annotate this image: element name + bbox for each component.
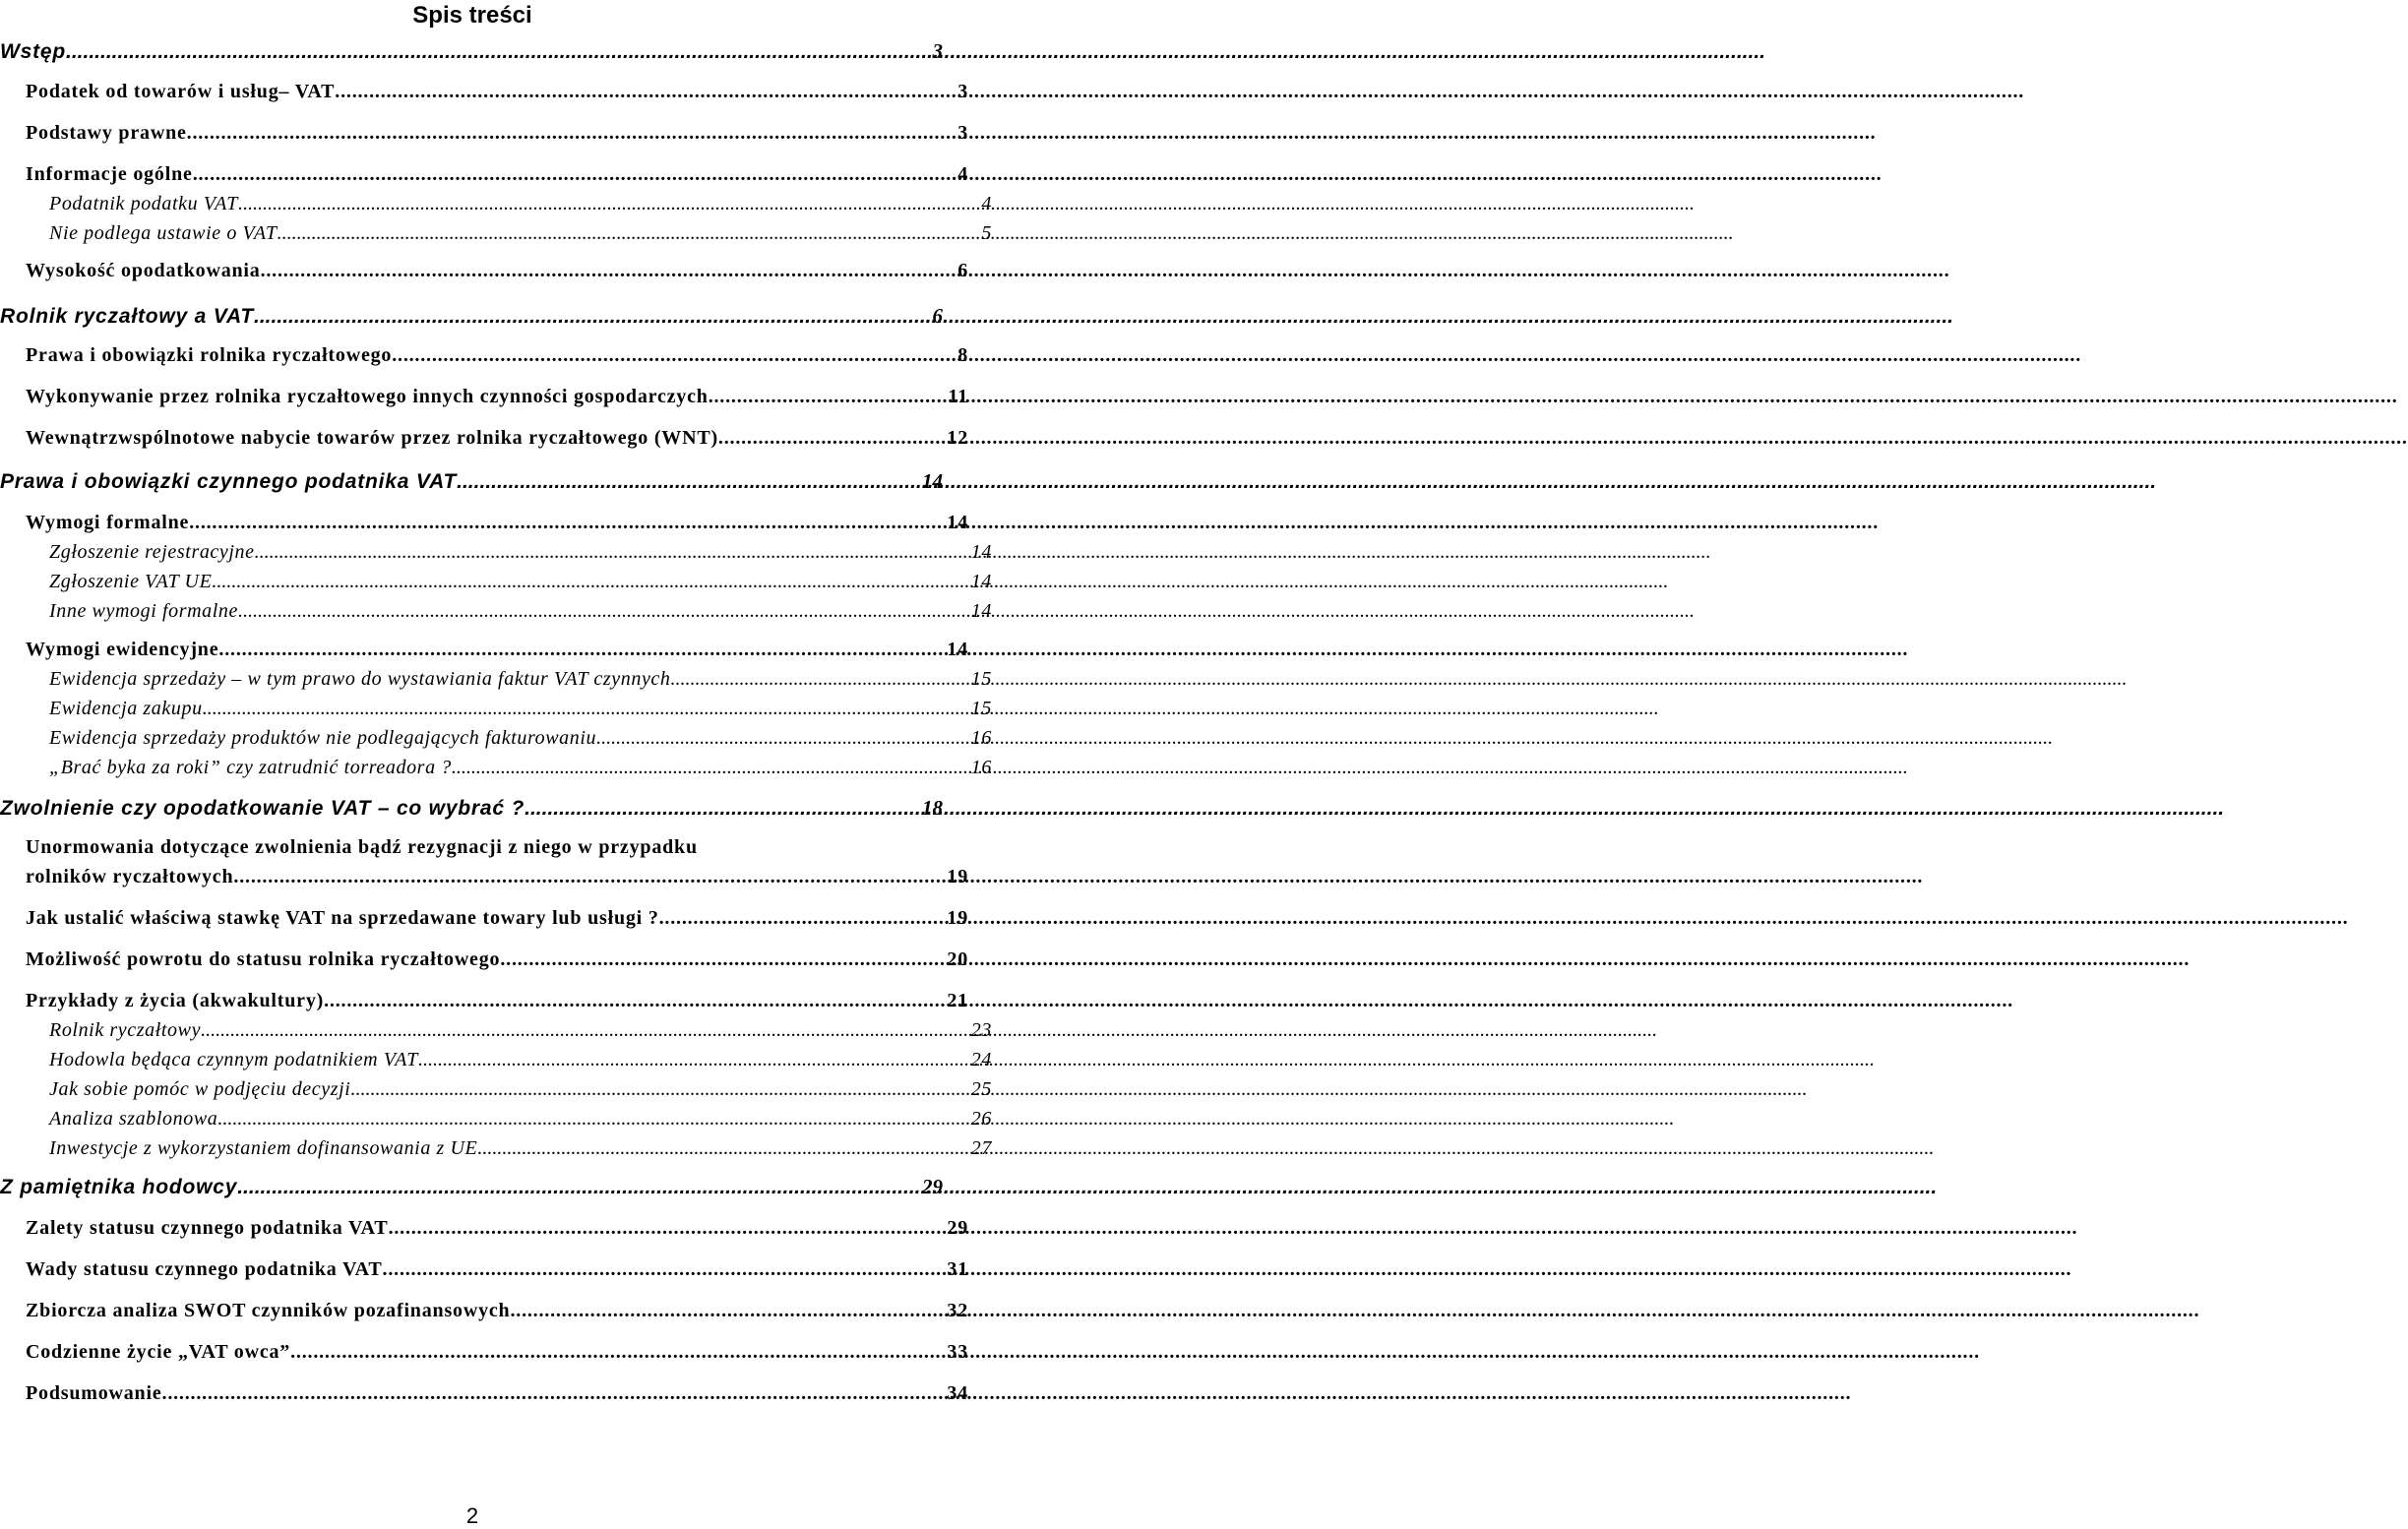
toc-entry-page: 34 (947, 1382, 968, 1404)
dot-leader (261, 260, 958, 282)
toc-entry-level-2[interactable] (0, 1217, 970, 1240)
toc-entry-title: Możliwość powrotu do statusu rolnika ryczałtowego (26, 948, 501, 970)
dot-leader (254, 305, 932, 329)
toc-entry-page: 21 (947, 990, 968, 1011)
toc-entry-level-2[interactable] (0, 512, 970, 534)
toc-entry-level-2[interactable] (0, 81, 970, 103)
toc-entry-title: Rolnik ryczałtowy (49, 1019, 202, 1041)
toc-entry-level-3[interactable] (0, 541, 994, 564)
toc-entry-page: 31 (947, 1258, 968, 1280)
toc-entry-page: 19 (947, 907, 968, 929)
toc-entry-title: Zalety statusu czynnego podatnika VAT (26, 1217, 389, 1239)
toc-entry-page: 14 (970, 600, 992, 622)
toc-entry-level-3[interactable] (0, 1137, 994, 1160)
toc-entry-level-2[interactable] (0, 639, 970, 661)
toc-entry-title: Codzienne życie „VAT owca” (26, 1341, 291, 1363)
dot-leader (477, 1137, 970, 1160)
dot-leader (718, 427, 947, 450)
dot-leader (383, 1258, 948, 1281)
toc-entry-title: Inwestycje z wykorzystaniem dofinansowania z UE (49, 1137, 478, 1159)
toc-entry-title: Ewidencja sprzedaży – w tym prawo do wystawiania faktur VAT czynnych (49, 668, 671, 690)
toc-entry-title: Analiza szablonowa (49, 1108, 218, 1130)
toc-entry-page: 16 (970, 727, 992, 749)
toc-entry-level-3[interactable] (0, 757, 994, 779)
toc-entry-page: 12 (947, 427, 968, 449)
dot-leader (201, 1019, 971, 1042)
toc-entry-title: Unormowania dotyczące zwolnienia bądź rezygnacji z niego w przypadku (26, 836, 698, 858)
dot-leader (217, 1108, 970, 1131)
dot-leader (525, 797, 922, 821)
toc-entry-title: Ewidencja sprzedaży produktów nie podlegających fakturowaniu (49, 727, 597, 749)
toc-entry-title: Podstawy prawne (26, 122, 187, 144)
toc-entry-level-3[interactable] (0, 668, 994, 691)
dot-leader (162, 1382, 948, 1405)
toc-entry-title: Rolnik ryczałtowy a VAT (0, 305, 255, 328)
toc-entry-page: 5 (981, 222, 992, 244)
toc-entry-page: 4 (981, 193, 992, 214)
dot-leader (596, 727, 971, 750)
toc-entry-page: 26 (970, 1108, 992, 1130)
dot-leader (203, 698, 971, 720)
dot-leader (457, 470, 922, 494)
dot-leader (212, 571, 970, 593)
toc-entry-title: Jak ustalić właściwą stawkę VAT na sprzedawane towary lub usługi ? (26, 907, 659, 929)
dot-leader (255, 541, 971, 564)
dot-leader (392, 344, 957, 367)
toc-entry-page: 27 (970, 1137, 992, 1159)
toc-entry-page: 33 (947, 1341, 968, 1363)
toc-entry-page: 29 (922, 1175, 943, 1198)
dot-leader (659, 907, 948, 930)
dot-leader (290, 1341, 947, 1364)
dot-leader (237, 1176, 922, 1199)
toc-entry-title: Prawa i obowiązki czynnego podatnika VAT (0, 470, 458, 493)
toc-entry-title: Wysokość opodatkowania (26, 260, 261, 281)
toc-entry-page: 3 (957, 122, 968, 144)
toc-entry-page: 14 (947, 639, 968, 660)
toc-entry-title: Prawa i obowiązki rolnika ryczałtowego (26, 344, 393, 366)
toc-entry-level-3[interactable] (0, 571, 994, 593)
toc-entry-page: 25 (970, 1078, 992, 1100)
dot-leader (350, 1078, 970, 1101)
toc-entry-level-2[interactable] (0, 427, 970, 450)
toc-entry-level-3[interactable] (0, 1049, 994, 1071)
toc-entry-page: 14 (970, 571, 992, 592)
toc-entry-page: 23 (970, 1019, 992, 1041)
toc-entry-title: Wady statusu czynnego podatnika VAT (26, 1258, 383, 1280)
toc-entry-page: 4 (957, 163, 968, 185)
dot-leader (66, 40, 933, 64)
toc-entry-level-3[interactable] (0, 1019, 994, 1042)
toc-entry-page: 6 (957, 260, 968, 281)
dot-leader (187, 122, 958, 145)
toc-entry-page: 20 (947, 948, 968, 970)
toc-entry-level-2[interactable] (0, 990, 970, 1012)
toc-entry-page: 3 (957, 81, 968, 102)
toc-entry-level-1[interactable] (0, 1175, 945, 1199)
toc-entry-level-2[interactable] (0, 1382, 970, 1405)
toc-entry-title: Wstęp (0, 40, 66, 63)
toc-entry-title: „Brać byka za roki” czy zatrudnić torreadora ? (49, 757, 452, 778)
toc-entry-title: Podatnik podatku VAT (49, 193, 238, 214)
dot-leader (189, 512, 947, 534)
toc-entry-title: Informacje ogólne (26, 163, 193, 185)
page-number: 2 (465, 1503, 479, 1528)
toc-entry-title: rolników ryczałtowych (26, 866, 234, 887)
toc-entry-level-2[interactable] (0, 122, 970, 145)
toc-entry-title: Wewnątrzwspólnotowe nabycie towarów przez rolnika ryczałtowego (WNT) (26, 427, 718, 449)
dot-leader (389, 1217, 948, 1240)
toc-entry-page: 19 (947, 866, 968, 887)
toc-entry-page: 29 (947, 1217, 968, 1239)
toc-entry-level-3[interactable] (0, 698, 994, 720)
toc-entry-page: 18 (922, 796, 943, 820)
toc-entry-level-2[interactable] (0, 907, 970, 930)
toc-entry-level-3[interactable] (0, 222, 994, 245)
toc-entry-page: 8 (957, 344, 968, 366)
dot-leader (418, 1049, 971, 1071)
toc-entry-title: Wymogi ewidencyjne (26, 639, 219, 660)
toc-entry-level-2[interactable] (0, 163, 970, 186)
toc-entry-page: 15 (970, 668, 992, 690)
toc-entry-level-2[interactable] (0, 1258, 970, 1281)
toc-entry-title: Podatek od towarów i usług– VAT (26, 81, 336, 102)
toc-entry-title: Z pamiętnika hodowcy (0, 1176, 238, 1198)
toc-entry-level-2[interactable] (0, 344, 970, 367)
toc-entry-title: Ewidencja zakupu (49, 698, 203, 719)
toc-entry-title: Wymogi formalne (26, 512, 190, 533)
dot-leader (709, 386, 949, 408)
toc-entry-level-1[interactable] (0, 39, 945, 64)
dot-leader (238, 193, 981, 215)
toc-entry-level-2[interactable] (0, 260, 970, 282)
dot-leader (218, 639, 947, 661)
dot-leader (510, 1300, 947, 1322)
toc-entry-title: Podsumowanie (26, 1382, 162, 1404)
toc-entry-level-1[interactable] (0, 796, 945, 821)
toc-entry-page: 24 (970, 1049, 992, 1070)
toc-entry-level-3[interactable] (0, 1108, 994, 1131)
toc-entry-title: Jak sobie pomóc w podjęciu decyzji (49, 1078, 351, 1100)
toc-entry-title: Hodowla będąca czynnym podatnikiem VAT (49, 1049, 418, 1070)
dot-leader (193, 163, 958, 186)
toc-entry-page: 32 (947, 1300, 968, 1321)
toc-entry-page: 15 (970, 698, 992, 719)
toc-entry-title: Wykonywanie przez rolnika ryczałtowego innych czynności gospodarczych (26, 386, 709, 407)
toc-entry-level-2[interactable] (0, 836, 970, 859)
toc-entry-level-2[interactable] (0, 948, 970, 971)
toc-entry-level-3[interactable] (0, 193, 994, 215)
toc-entry-title: Przykłady z życia (akwakultury) (26, 990, 325, 1011)
toc-entry-level-2[interactable] (0, 866, 970, 888)
toc-entry-level-1[interactable] (0, 304, 945, 329)
toc-entry-level-3[interactable] (0, 1078, 994, 1101)
toc-entry-title: Zgłoszenie VAT UE (49, 571, 213, 592)
dot-leader (324, 990, 947, 1012)
toc-title: Spis treści (412, 2, 532, 29)
toc-entry-page: 16 (970, 757, 992, 778)
dot-leader (238, 600, 971, 623)
toc-entry-title: Zgłoszenie rejestracyjne (49, 541, 255, 563)
toc-entry-title: Inne wymogi formalne (49, 600, 238, 622)
toc-entry-page: 3 (932, 39, 943, 63)
toc-entry-page: 14 (922, 469, 943, 493)
toc-entry-level-3[interactable] (0, 727, 994, 750)
toc-entry-page: 11 (948, 386, 968, 407)
toc-entry-level-2[interactable] (0, 1341, 970, 1364)
dot-leader (452, 757, 971, 779)
toc-entry-level-2[interactable] (0, 386, 970, 408)
toc-entry-page: 14 (970, 541, 992, 563)
toc-entry-level-3[interactable] (0, 600, 994, 623)
toc-entry-title: Zbiorcza analiza SWOT czynników pozafinansowych (26, 1300, 511, 1321)
toc-entry-page: 14 (947, 512, 968, 533)
dot-leader (671, 668, 971, 691)
dot-leader (278, 222, 982, 245)
dot-leader (335, 81, 957, 103)
toc-entry-title: Zwolnienie czy opodatkowanie VAT – co wybrać ? (0, 797, 525, 820)
dot-leader (233, 866, 947, 888)
toc-entry-level-1[interactable] (0, 469, 945, 494)
toc-entry-level-2[interactable] (0, 1300, 970, 1322)
toc-entry-title: Nie podlega ustawie o VAT (49, 222, 278, 244)
dot-leader (500, 948, 947, 971)
toc-entry-page: 6 (932, 304, 943, 328)
